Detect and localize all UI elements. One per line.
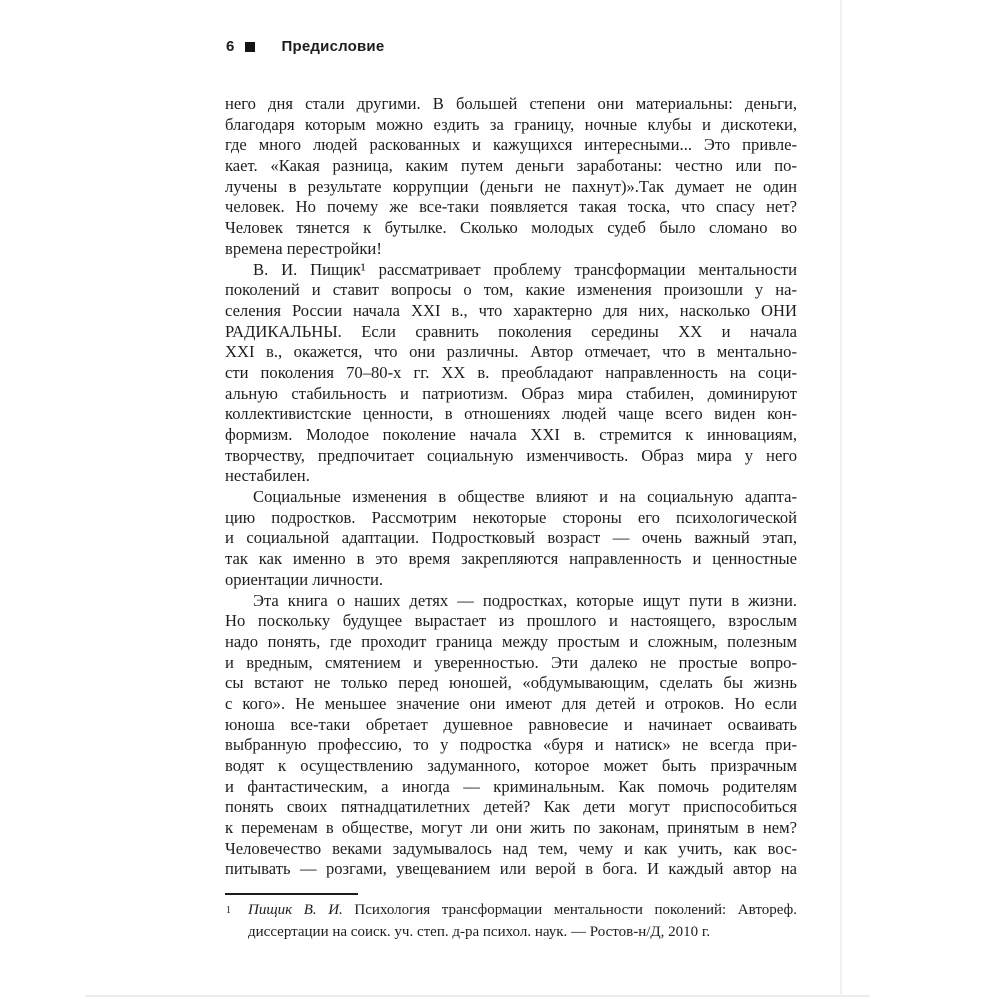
text-line: В. И. Пищик¹ рассматривает проблему трансформации ментальности [253,259,797,279]
page-number: 6 [226,38,235,55]
section-title: Предисловие [281,38,385,55]
text-line: юноша все-таки обретает душевное равновесие и начинает осваивать [225,714,797,734]
text-line: Человечество веками задумывалось над тем, чему и как учить, как вос- [225,838,797,858]
text-line: и вредным, смятением и уверенностью. Эти далеко не простые вопро- [225,652,797,672]
text-line: Но поскольку будущее вырастает из прошлого и настоящего, взрослым [225,611,797,631]
text-line: так как именно в это время закрепляются направленность и ценностные [225,549,797,569]
footnote-author: Пищик В. И. [248,902,343,918]
text-line: надо понять, где проходит граница между простым и сложным, полезным [225,631,797,651]
text-line: понять своих пятнадцатилетних детей? Как дети могут приспособиться [225,797,797,817]
text-line: творчеству, предпочитает социальную изменчивость. Образ мира у него [225,445,797,465]
body-text [225,94,797,880]
paragraph [225,591,797,881]
text-line: него дня стали другими. В большей степени они материальны: деньги, [225,94,797,113]
text-line: выбранную профессию, то у подростка «буря и натиск» не всегда при- [225,735,797,755]
text-line: Эта книга о наших детях — подростках, которые ищут пути в жизни. [253,590,797,610]
text-line: времена перестройки! [225,238,382,258]
page-header [226,38,384,55]
text-line: нестабилен. [225,466,310,486]
section-marker-icon [245,42,255,52]
text-line: цию подростков. Рассмотрим некоторые стороны его психологической [225,507,797,527]
paragraph [225,94,797,260]
text-line: поколений и ставит вопросы о том, какие изменения произошли у на- [225,280,797,300]
text-line: лучены в результате коррупции (деньги не пахнут)».Так думает не один [225,176,797,196]
text-line: с кого». Не меньшее значение они имеют для детей и отроков. Но если [225,693,797,713]
text-line: кает. «Какая разница, каким путем деньги заработаны: честно или по- [225,156,797,176]
text-line: водят к осуществлению задуманного, которое может быть призрачным [225,756,797,775]
paragraph [225,487,797,590]
text-line: сы встают не только перед юношей, «обдумывающим, сделать бы жизнь [225,673,797,693]
page-edge-right [840,0,842,996]
text-line: сти поколения 70–80-х гг. XX в. преобладают направленность на соци- [225,362,797,382]
text-line: к переменам в обществе, могут ли они жить по законам, принятым в нем? [225,818,797,838]
text-line: и фантастическим, а иногда — криминальным. Как помочь родителям [225,776,797,796]
footnote-marker: 1 [226,905,231,916]
paragraph [225,260,797,488]
text-line: формизм. Молодое поколение начала XXI в. стремится к инновациям, [225,425,797,444]
text-line: селения России начала XXI в., что характерно для них, насколько ОНИ [225,300,797,320]
text-line: альную стабильность и патриотизм. Образ мира стабилен, доминируют [225,383,797,403]
footnote [225,900,797,943]
footnote-divider [225,893,358,895]
text-line: где много людей раскованных и кажущихся интересными... Это привле- [225,135,797,155]
footnote-text: Психология трансформации ментальности поколений: Автореф. [342,902,797,918]
text-line: питывать — розгами, увещеванием или верой в бога. И каждый автор на [225,859,797,879]
text-line: Человек тянется к бутылке. Сколько молодых судеб было сломано во [225,218,797,238]
footnote-row [225,900,797,943]
footnote-line-1 [248,900,797,922]
page-edge-bottom [85,995,870,997]
text-line: РАДИКАЛЬНЫ. Если сравнить поколения середины XX и начала [225,321,797,341]
text-line: Социальные изменения в обществе влияют и на социальную адапта- [253,487,797,507]
text-line: коллективистские ценности, в отношениях людей чаще всего виден кон- [225,404,797,424]
footnote-line-2: диссертации на соиск. уч. степ. д-ра психол. наук. — Ростов-н/Д, 2010 г. [248,923,711,940]
text-line: ориентации личности. [225,569,384,589]
text-line: и социальной адаптации. Подростковый возраст — очень важный этап, [225,528,797,548]
text-line: человек. Но почему же все-таки появляется такая тоска, что спасу нет? [225,197,797,217]
text-line: XXI в., окажется, что они различны. Автор отмечает, что в ментально- [225,342,797,362]
text-line: благодаря которым можно ездить за границу, ночные клубы и дискотеки, [225,114,797,134]
